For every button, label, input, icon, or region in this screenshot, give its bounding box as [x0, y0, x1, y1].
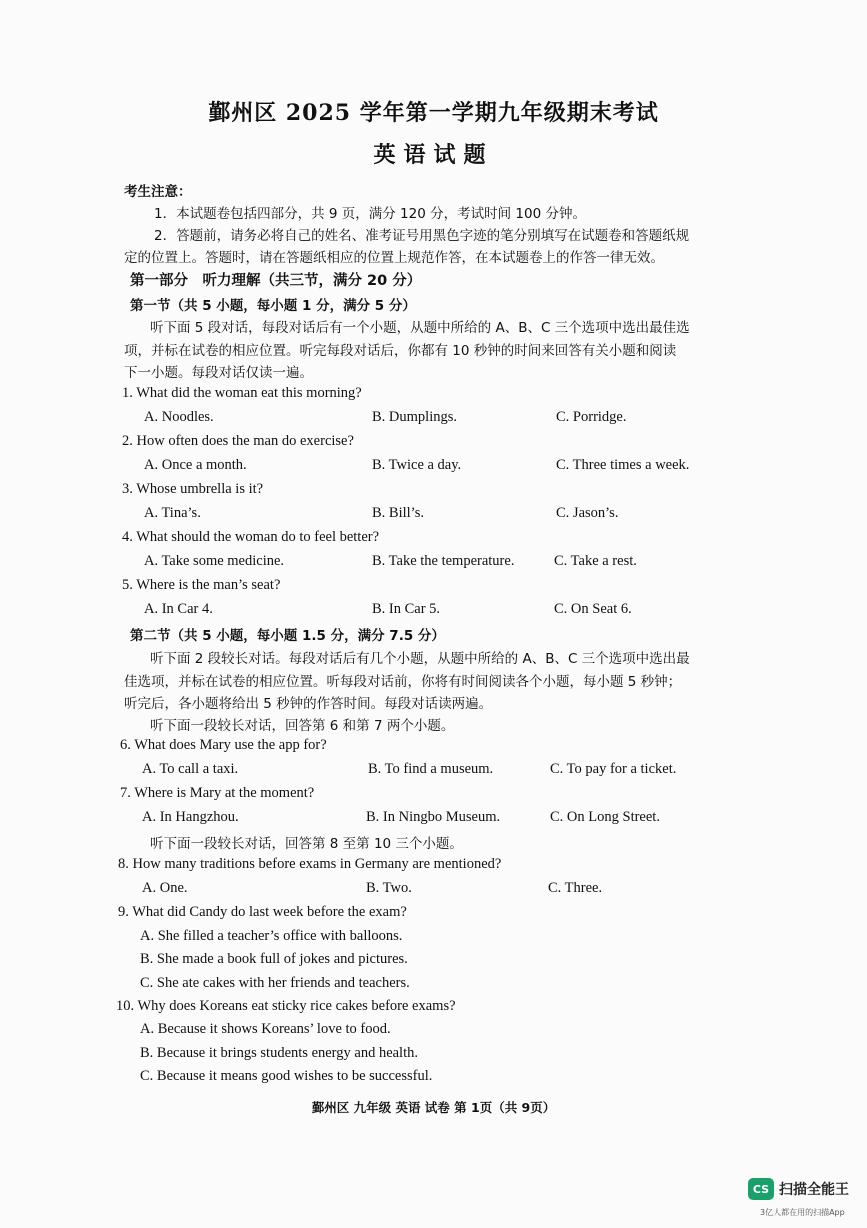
question-2-option-b: B. Twice a day.: [372, 457, 462, 473]
question-4-option-a: A. Take some medicine.: [144, 553, 285, 569]
question-3-option-a: A. Tina’s.: [144, 505, 201, 521]
question-4-stem: 4. What should the woman do to feel better?: [122, 529, 380, 545]
notice-heading: 考生注意：: [124, 184, 192, 200]
question-10-option-b: B. Because it brings students energy and health.: [140, 1045, 418, 1061]
section2-instructions-line3: 听完后，各小题将给出 5 秒钟的作答时间。每段对话读两遍。: [124, 696, 493, 712]
question-3-stem: 3. Whose umbrella is it?: [122, 481, 264, 497]
scanner-watermark: [748, 1178, 849, 1200]
section1-instructions-line1: 听下面 5 段对话，每段对话后有一个小题，从题中所给的 A、B、C 三个选项中选出最佳选: [150, 320, 690, 336]
question-6-option-b: B. To find a museum.: [368, 761, 494, 777]
question-1-option-b: B. Dumplings.: [372, 409, 457, 425]
section1-heading: 第一节（共 5 小题，每小题 1 分，满分 5 分）: [130, 298, 416, 314]
question-2-option-a: A. Once a month.: [144, 457, 247, 473]
section1-instructions-line2: 项，并标在试卷的相应位置。听完每段对话后，你都有 10 秒钟的时间来回答有关小题和阅读: [124, 343, 677, 359]
section1-instructions-line3: 下一小题。每段对话仅读一遍。: [124, 365, 313, 381]
question-5-stem: 5. Where is the man’s seat?: [122, 577, 281, 593]
question-7-stem: 7. Where is Mary at the moment?: [120, 785, 315, 801]
notice-item-2-line2: 定的位置上。答题时，请在答题纸相应的位置上规范作答，在本试题卷上的作答一律无效。: [124, 250, 664, 266]
section2-heading: 第二节（共 5 小题，每小题 1.5 分，满分 7.5 分）: [130, 628, 445, 644]
scanner-brand-tagline: 3亿人都在用的扫描App: [760, 1208, 845, 1217]
question-7-option-a: A. In Hangzhou.: [142, 809, 239, 825]
notice-item-2-line1: 2．答题前，请务必将自己的姓名、准考证号用黑色字迹的笔分别填写在试题卷和答题纸规: [154, 228, 690, 244]
question-6-stem: 6. What does Mary use the app for?: [120, 737, 327, 753]
question-1-stem: 1. What did the woman eat this morning?: [122, 385, 362, 401]
part1-heading: 第一部分 听力理解（共三节，满分 20 分）: [130, 273, 422, 289]
question-8-option-b: B. Two.: [366, 880, 412, 896]
section2-sub-instruction-2: 听下面一段较长对话，回答第 8 至第 10 三个小题。: [150, 836, 463, 852]
question-2-stem: 2. How often does the man do exercise?: [122, 433, 354, 449]
section2-instructions-line1: 听下面 2 段较长对话。每段对话后有几个小题，从题中所给的 A、B、C 三个选项中选出最: [150, 651, 690, 667]
question-1-option-a: A. Noodles.: [144, 409, 214, 425]
question-9-option-c: C. She ate cakes with her friends and teachers.: [140, 975, 410, 991]
page-title: 鄞州区 2025 学年第一学期九年级期末考试: [208, 100, 659, 126]
question-5-option-a: A. In Car 4.: [144, 601, 213, 617]
question-4-option-c: C. Take a rest.: [554, 553, 637, 569]
question-5-option-b: B. In Car 5.: [372, 601, 441, 617]
question-5-option-c: C. On Seat 6.: [554, 601, 632, 617]
scanner-brand-name: 扫描全能王: [779, 1182, 849, 1198]
question-3-option-c: C. Jason’s.: [556, 505, 619, 521]
question-8-option-c: C. Three.: [548, 880, 603, 896]
question-8-stem: 8. How many traditions before exams in Germany are mentioned?: [118, 856, 502, 872]
question-2-option-c: C. Three times a week.: [556, 457, 690, 473]
question-6-option-a: A. To call a taxi.: [142, 761, 239, 777]
camscanner-logo-icon: CS: [748, 1178, 774, 1200]
question-10-stem: 10. Why does Koreans eat sticky rice cakes before exams?: [116, 998, 456, 1014]
question-1-option-c: C. Porridge.: [556, 409, 627, 425]
question-8-option-a: A. One.: [142, 880, 188, 896]
page-subtitle: 英语试题: [373, 142, 494, 168]
question-3-option-b: B. Bill’s.: [372, 505, 424, 521]
question-6-option-c: C. To pay for a ticket.: [550, 761, 677, 777]
question-9-stem: 9. What did Candy do last week before the exam?: [118, 904, 407, 920]
question-4-option-b: B. Take the temperature.: [372, 553, 515, 569]
section2-sub-instruction-1: 听下面一段较长对话，回答第 6 和第 7 两个小题。: [150, 718, 455, 734]
question-9-option-a: A. She filled a teacher’s office with balloons.: [140, 928, 403, 944]
notice-item-1: 1．本试题卷包括四部分，共 9 页，满分 120 分，考试时间 100 分钟。: [154, 206, 586, 222]
section2-instructions-line2: 佳选项，并标在试卷的相应位置。听每段对话前，你将有时间阅读各个小题，每小题 5 秒钟；: [124, 674, 682, 690]
question-9-option-b: B. She made a book full of jokes and pictures.: [140, 951, 408, 967]
question-7-option-b: B. In Ningbo Museum.: [366, 809, 501, 825]
page-footer: 鄞州区 九年级 英语 试卷 第 1页（共 9页）: [311, 1100, 556, 1115]
question-10-option-c: C. Because it means good wishes to be successful.: [140, 1068, 433, 1084]
question-10-option-a: A. Because it shows Koreans’ love to food.: [140, 1021, 391, 1037]
question-7-option-c: C. On Long Street.: [550, 809, 660, 825]
